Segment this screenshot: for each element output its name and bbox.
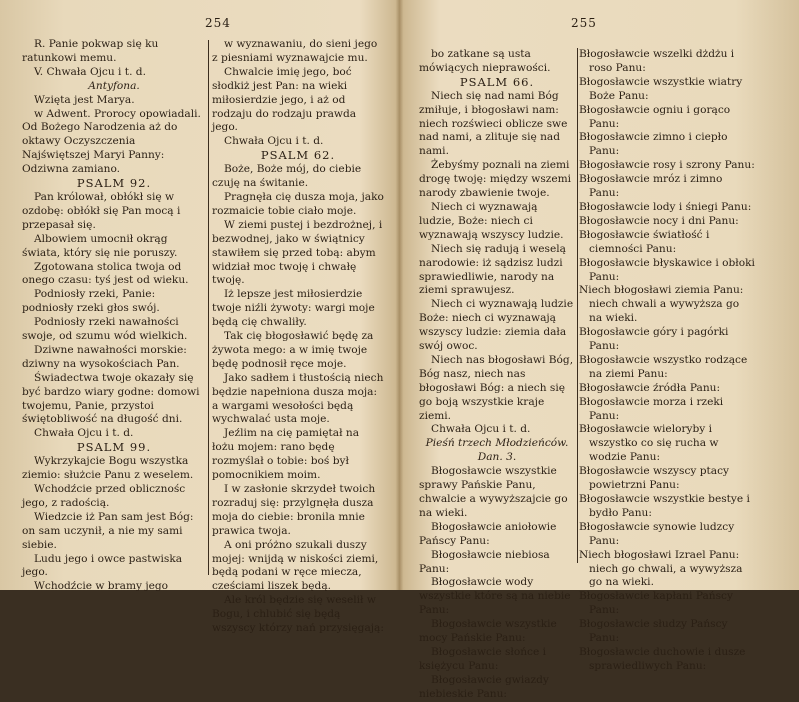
- verse: Błogosławcie duchowie i dusze sprawiedliwych Panu:: [579, 645, 746, 672]
- verse: Podniosły rzeki nawałności swoje, od szumu wód wielkich.: [22, 316, 188, 343]
- verse: Wchodźcie przed oblicznośc jego, z radością.: [22, 483, 186, 509]
- verse: Zgotowana stolica twoja od onego czasu: tyś jest od wieku.: [22, 260, 189, 287]
- verse: A oni próżno szukali duszy mojej: wnijdą w niskości ziemi, będą podani w ręce miecza, cześciami liszek będą.: [212, 538, 379, 593]
- verse: Dziwne nawałności morskie: dziwny na wysokościach Pan.: [22, 343, 187, 370]
- verse: Błogosławcie wszystkie bestye i bydło Panu:: [579, 493, 750, 519]
- verse: Błogosławcie morza i rzeki Panu:: [579, 395, 724, 422]
- verse: Świadectwa twoje okazały się być bardzo wiary godne: domowi twojemu, Panie, przystoi świętobliwość na długość dni.: [22, 371, 200, 426]
- verse: Błogosławcie światłość i ciemności Panu:: [579, 228, 710, 255]
- verse: Wiedzcie iż Pan sam jest Bóg: on sam uczynił, a nie my sami siebie.: [22, 510, 194, 551]
- verse: Błogosławcie wszystkie sprawy Pańskie Panu, chwalcie a wywyższajcie go na wieki.: [419, 465, 568, 519]
- verse: Boże, Boże mój, do ciebie czuję na świtanie.: [212, 163, 362, 190]
- psalm-heading: PSALM 62.: [260, 148, 336, 163]
- page-number: 254: [205, 16, 231, 30]
- verse: Błogosławcie wszystkie mocy Pańskie Panu:: [419, 618, 557, 645]
- verse: Jeźlim na cię pamiętał na łożu mojem: rano będę rozmyślał o tobie: boś był pomocnikiem moim.: [212, 427, 360, 482]
- verse: Błogosławcie wieloryby i wszystko co się rucha w wodzie Panu:: [579, 423, 719, 464]
- psalm-heading: PSALM 92.: [76, 176, 152, 191]
- verse: Błogosławcie źródła Panu:: [579, 381, 721, 394]
- verse: Iż lepsze jest miłosierdzie twoje niźli żywoty: wargi moje będą cię chwaliły.: [212, 288, 375, 329]
- verse: Ale król będzie się weselił w Bogu, i chlubić się będą wszyscy którzy nań przysięgają:: [212, 594, 384, 635]
- rubric: Antyfona.: [88, 79, 140, 92]
- column-rule: [208, 40, 209, 575]
- verse: Błogosławcie mróz i zimno Panu:: [579, 173, 723, 200]
- verse: V. Chwała Ojcu i t. d.: [34, 65, 146, 78]
- verse: w Adwent. Prorocy opowiadali. Od Bożego Narodzenia aż do oktawy Oczyszczenia Najświętszej Maryi Panny: Odziwna zamiano.: [22, 107, 201, 176]
- verse: Błogosławcie wszelki dżdżu i roso Panu:: [579, 48, 735, 74]
- verse: Wzięta jest Marya.: [34, 93, 135, 106]
- verse: W ziemi pustej i bezdrożnej, i bezwodnej, jako w świątnicy stawiłem się przed tobą: abym widział moc twoję i chwałę twoję.: [212, 218, 383, 287]
- verse: Niech się nad nami Bóg zmiłuje, i błogosławi nam: niech rozświeci oblicze swe nad nami, a zlituje się nad nami.: [419, 89, 568, 158]
- verse: Żebyśmy poznali na ziemi drogę twoję: między wszemi narody zbawienie twoje.: [419, 159, 572, 200]
- right-page-column-1: [419, 48, 575, 702]
- verse: Błogosławcie kapłani Pańscy Panu:: [579, 590, 733, 617]
- verse: Wchodźcie w bramy jego: [34, 580, 169, 593]
- verse: Pan królował, obłókł się w ozdobę: obłókł się Pan mocą i przepasał się.: [22, 190, 181, 231]
- verse: Błogosławcie wody wszystkie które są na niebie Panu:: [419, 576, 571, 617]
- verse: w wyznawaniu, do sieni jego z piesniami wyznawajcie mu.: [212, 38, 378, 64]
- verse: Chwała Ojcu i t. d.: [34, 427, 134, 440]
- verse: Błogosławcie wszyscy ptacy powietrzni Panu:: [579, 465, 730, 492]
- verse: Błogosławcie synowie ludzcy Panu:: [579, 520, 735, 547]
- verse: Albowiem umocnił okrąg świata, który się nie poruszy.: [22, 232, 178, 259]
- verse: Błogosławcie błyskawice i obłoki Panu:: [579, 256, 755, 283]
- verse: Pragnęła cię dusza moja, jako rozmaicie tobie ciało moje.: [212, 190, 384, 217]
- verse: Błogosławcie rosy i szrony Panu:: [579, 159, 755, 172]
- verse: Tak cię błogosławić będę za żywota mego: a w imię twoje będę podnosił ręce moje.: [212, 330, 374, 370]
- verse: Błogosławcie słońce i księżycu Panu:: [419, 645, 547, 672]
- verse: Niech błogosławi Izrael Panu: niech go chwali, a wywyższa go na wieki.: [579, 548, 743, 589]
- verse: Błogosławcie góry i pagórki Panu:: [579, 326, 729, 353]
- verse: Niech nas błogosławi Bóg, Bóg nasz, niech nas błogosławi Bóg: a niech się go boją wszystkie kraje ziemi.: [419, 353, 574, 422]
- verse: Błogosławcie słudzy Pańscy Panu:: [579, 618, 728, 645]
- left-page-column-2: [212, 38, 384, 636]
- verse: Błogosławcie ogniu i gorąco Panu:: [579, 103, 731, 130]
- psalm-heading: PSALM 66.: [459, 74, 535, 89]
- verse: Błogosławcie niebiosa Panu:: [419, 548, 550, 575]
- verse: Błogosławcie nocy i dni Panu:: [579, 214, 739, 227]
- verse: Błogosławcie wszystko rodzące na ziemi Panu:: [579, 353, 748, 380]
- verse: Błogosławcie lody i śniegi Panu:: [579, 200, 752, 213]
- right-page-column-2: [579, 48, 755, 674]
- column-rule: [577, 48, 578, 563]
- psalm-heading: PSALM 99.: [76, 440, 152, 455]
- verse: bo zatkane są usta mówiących nieprawości.: [419, 48, 551, 74]
- verse: Wykrzykajcie Bogu wszystka ziemio: służcie Panu z weselem.: [22, 455, 194, 482]
- verse: Chwała Ojcu i t. d.: [224, 135, 324, 148]
- verse: Podniosły rzeki, Panie: podniosły rzeki głos swój.: [22, 288, 160, 315]
- verse: Ludu jego i owce pastwiska jego.: [22, 552, 183, 579]
- verse: I w zasłonie skrzydeł twoich rozraduj się: przylgnęła dusza moja do ciebie: bronila mnie prawica twoja.: [212, 483, 376, 537]
- verse: Niech się radują i weselą narodowie: iż sądzisz ludzi sprawiedliwie, narody na ziemi sprawujesz.: [419, 242, 566, 297]
- verse: Niech błogosławi ziemia Panu: niech chwali a wywyższa go na wieki.: [579, 284, 744, 325]
- verse: Błogosławcie aniołowie Pańscy Panu:: [419, 520, 557, 547]
- rubric: Pieśń trzech Młodzieńców. Dan. 3.: [425, 437, 569, 464]
- verse: Jako sadłem i tłustością niech będzie napełniona dusza moja: a wargami wesołości będą wychwalać usta moje.: [212, 371, 384, 426]
- verse: Błogosławcie zimno i ciepło Panu:: [579, 131, 728, 158]
- verse: Błogosławcie wszystkie wiatry Boże Panu:: [579, 75, 743, 102]
- page-number: 255: [571, 16, 597, 30]
- verse: Błogosławcie gwiazdy niebieskie Panu:: [419, 673, 549, 700]
- verse: Chwalcie imię jego, boć słodkiż jest Pan: na wieki miłosierdzie jego, i aż od rodzaju do rodzaju prawda jego.: [212, 65, 357, 134]
- left-page: [0, 0, 399, 635]
- verse: Niech ci wyznawają ludzie Boże: niech ci wyznawają wszyscy ludzie: ziemia dała swój owoc.: [419, 298, 574, 353]
- verse: Chwała Ojcu i t. d.: [431, 423, 531, 436]
- verse: Niech ci wyznawają ludzie, Boże: niech ci wyznawają wszyscy ludzie.: [419, 200, 564, 241]
- verse: R. Panie pokwap się ku ratunkowi memu.: [22, 38, 159, 64]
- left-page-column-1: [22, 38, 206, 594]
- right-page: [401, 0, 799, 700]
